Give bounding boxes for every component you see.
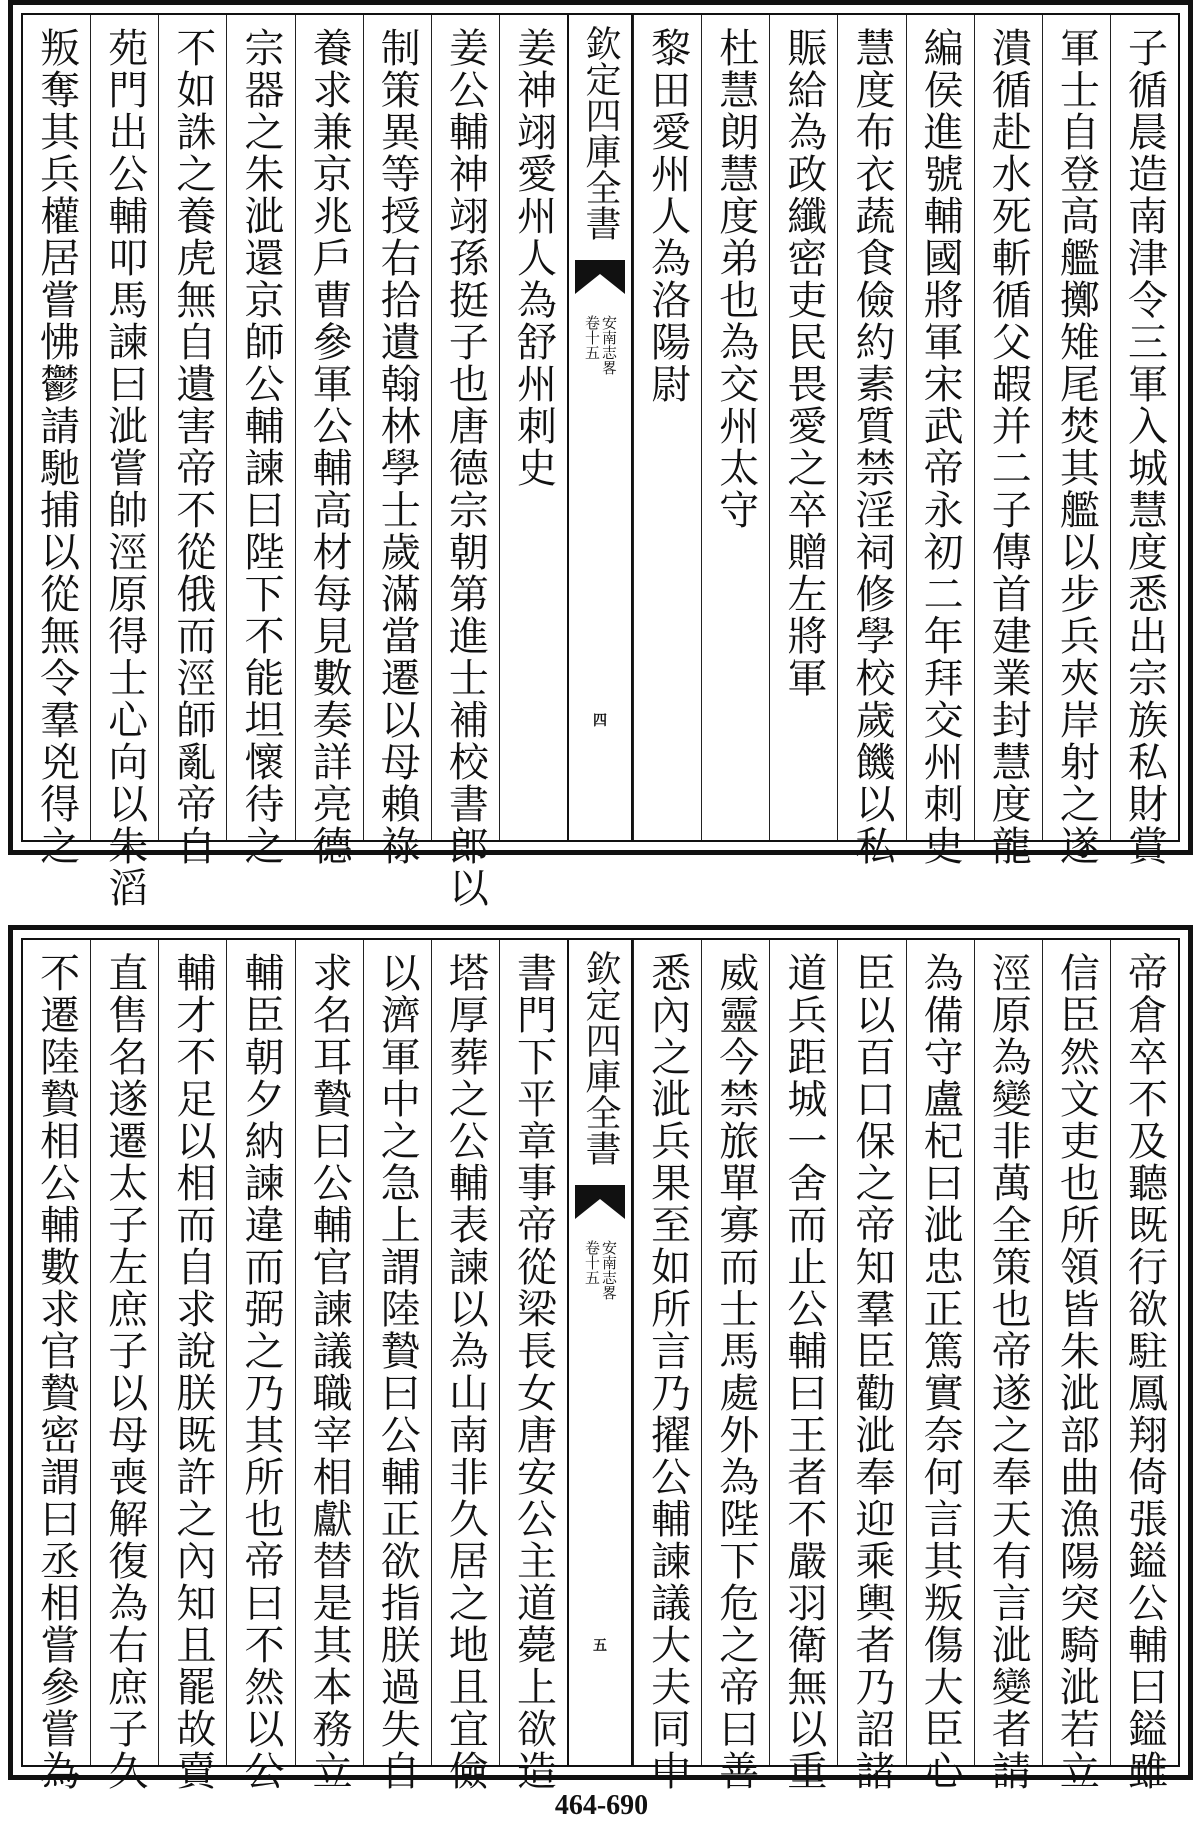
spine-volume: 卷十五 bbox=[583, 1240, 601, 1285]
column-text: 慧度布衣蔬食儉約素質禁淫祠修學校歲饑以私 bbox=[848, 27, 895, 867]
text-column bbox=[906, 15, 974, 867]
column-text: 臣以百口保之帝知羣臣勸泚奉迎乘輿者乃詔諸 bbox=[848, 952, 895, 1792]
text-column bbox=[431, 15, 499, 909]
column-text: 姜神翊愛州人為舒州刺史 bbox=[510, 27, 557, 489]
column-text: 叛奪其兵權居嘗怫鬱請馳捕以從無令羣兇得之 bbox=[33, 27, 80, 867]
top-page bbox=[8, 0, 1193, 909]
fish-tail-mark-icon bbox=[575, 260, 625, 294]
column-text: 信臣然文吏也所領皆朱泚部曲漁陽突騎泚若立 bbox=[1053, 952, 1100, 1792]
text-column bbox=[23, 940, 90, 1792]
bottom-page bbox=[8, 925, 1193, 1792]
text-column bbox=[769, 15, 837, 840]
column-text: 不如誅之養虎無自遺害帝不從俄而涇師亂帝自 bbox=[169, 27, 216, 867]
text-column bbox=[158, 15, 226, 867]
folio-number: 五 bbox=[593, 1638, 607, 1654]
column-text: 求名耳贄曰公輔官諫議職宰相獻替是其本務立 bbox=[306, 952, 353, 1792]
spine-title: 欽定四庫全書 bbox=[580, 25, 621, 241]
column-text: 賑給為政纖密吏民畏愛之卒贈左將軍 bbox=[780, 27, 827, 699]
text-column bbox=[295, 15, 363, 867]
text-column bbox=[90, 15, 158, 909]
text-column bbox=[295, 940, 363, 1792]
page-number: 464-690 bbox=[554, 1790, 649, 1821]
text-column bbox=[23, 15, 90, 867]
center-spine bbox=[567, 940, 633, 1765]
spine-book-title: 安南志畧 bbox=[600, 1240, 618, 1300]
spine-subtitle bbox=[584, 1240, 616, 1300]
text-column bbox=[769, 940, 837, 1792]
column-text: 制策異等授右拾遺翰林學士歲滿當遷以母賴祿 bbox=[374, 27, 421, 867]
spine-book-title: 安南志畧 bbox=[600, 315, 618, 375]
text-column bbox=[701, 15, 769, 840]
text-column bbox=[90, 940, 158, 1792]
column-text: 潰循赴水死斬循父嘏并二子傳首建業封慧度龍 bbox=[985, 27, 1032, 867]
column-text: 黎田愛州人為洛陽尉 bbox=[644, 27, 691, 405]
column-text: 書門下平章事帝從梁長女唐安公主道薨上欲造 bbox=[510, 952, 557, 1792]
text-column bbox=[837, 940, 905, 1792]
fish-tail-mark-icon bbox=[575, 1185, 625, 1219]
top-page-frame bbox=[21, 13, 1180, 909]
text-column bbox=[633, 15, 701, 840]
text-column bbox=[1042, 940, 1110, 1792]
column-text: 威靈今禁旅單寡而士馬處外為陛下危之帝曰善 bbox=[712, 952, 759, 1792]
bottom-page-frame bbox=[21, 938, 1180, 1792]
text-column bbox=[363, 940, 431, 1792]
spine-title: 欽定四庫全書 bbox=[580, 950, 621, 1166]
column-text: 輔才不足以相而自求說朕既許之內知且罷故賣 bbox=[169, 952, 216, 1792]
column-text: 苑門出公輔叩馬諫曰泚嘗帥涇原得士心向以朱滔 bbox=[101, 27, 148, 909]
spine-subtitle bbox=[584, 315, 616, 375]
column-text: 子循晨造南津令三軍入城慧度悉出宗族私財賞 bbox=[1121, 27, 1168, 867]
column-text: 姜公輔神翊孫挺子也唐德宗朝第進士補校書郎以 bbox=[442, 27, 489, 909]
column-text: 宗器之朱泚還京師公輔諫曰陛下不能坦懷待之 bbox=[237, 27, 284, 867]
text-column bbox=[974, 15, 1042, 867]
text-column bbox=[974, 940, 1042, 1792]
column-text: 塔厚葬之公輔表諫以為山南非久居之地且宜儉 bbox=[442, 952, 489, 1792]
text-column bbox=[1110, 15, 1178, 867]
column-text: 直售名遂遷太子左庶子以母喪解復為右庶子久 bbox=[101, 952, 148, 1792]
column-text: 不遷陸贄相公輔數求官贄密謂曰丞相嘗參嘗為 bbox=[33, 952, 80, 1792]
text-column bbox=[499, 15, 567, 840]
column-text: 軍士自登高艦擲雉尾焚其艦以步兵夾岸射之遂 bbox=[1053, 27, 1100, 867]
spine-volume: 卷十五 bbox=[583, 315, 601, 360]
column-text: 道兵距城一舍而止公輔曰王者不嚴羽衛無以重 bbox=[780, 952, 827, 1792]
text-column bbox=[1110, 940, 1178, 1792]
text-column bbox=[158, 940, 226, 1792]
text-column bbox=[499, 940, 567, 1792]
text-column bbox=[906, 940, 974, 1792]
column-text: 養求兼京兆戶曹參軍公輔高材每見數奏詳亮德 bbox=[306, 27, 353, 867]
center-spine bbox=[567, 15, 633, 840]
text-column bbox=[837, 15, 905, 867]
column-text: 帝倉卒不及聽既行欲駐鳳翔倚張鎰公輔曰鎰雖 bbox=[1121, 952, 1168, 1792]
text-column bbox=[226, 940, 294, 1792]
column-text: 輔臣朝夕納諫違而弼之乃其所也帝曰不然以公 bbox=[237, 952, 284, 1792]
text-column bbox=[431, 940, 499, 1792]
column-text: 杜慧朗慧度弟也為交州太守 bbox=[712, 27, 759, 531]
text-column bbox=[701, 940, 769, 1792]
folio-number: 四 bbox=[593, 713, 607, 729]
text-column bbox=[633, 940, 701, 1792]
column-text: 編侯進號輔國將軍宋武帝永初二年拜交州刺史 bbox=[917, 27, 964, 867]
column-text: 以濟軍中之急上謂陸贄曰公輔正欲指朕過失自 bbox=[374, 952, 421, 1792]
text-column bbox=[1042, 15, 1110, 867]
text-column bbox=[226, 15, 294, 867]
column-text: 為備守盧杞曰泚忠正篤實奈何言其叛傷大臣心 bbox=[917, 952, 964, 1792]
text-column bbox=[363, 15, 431, 867]
column-text: 悉內之泚兵果至如所言乃擢公輔諫議大夫同中 bbox=[644, 952, 691, 1792]
column-text: 涇原為變非萬全策也帝遂之奉天有言泚變者請 bbox=[985, 952, 1032, 1792]
